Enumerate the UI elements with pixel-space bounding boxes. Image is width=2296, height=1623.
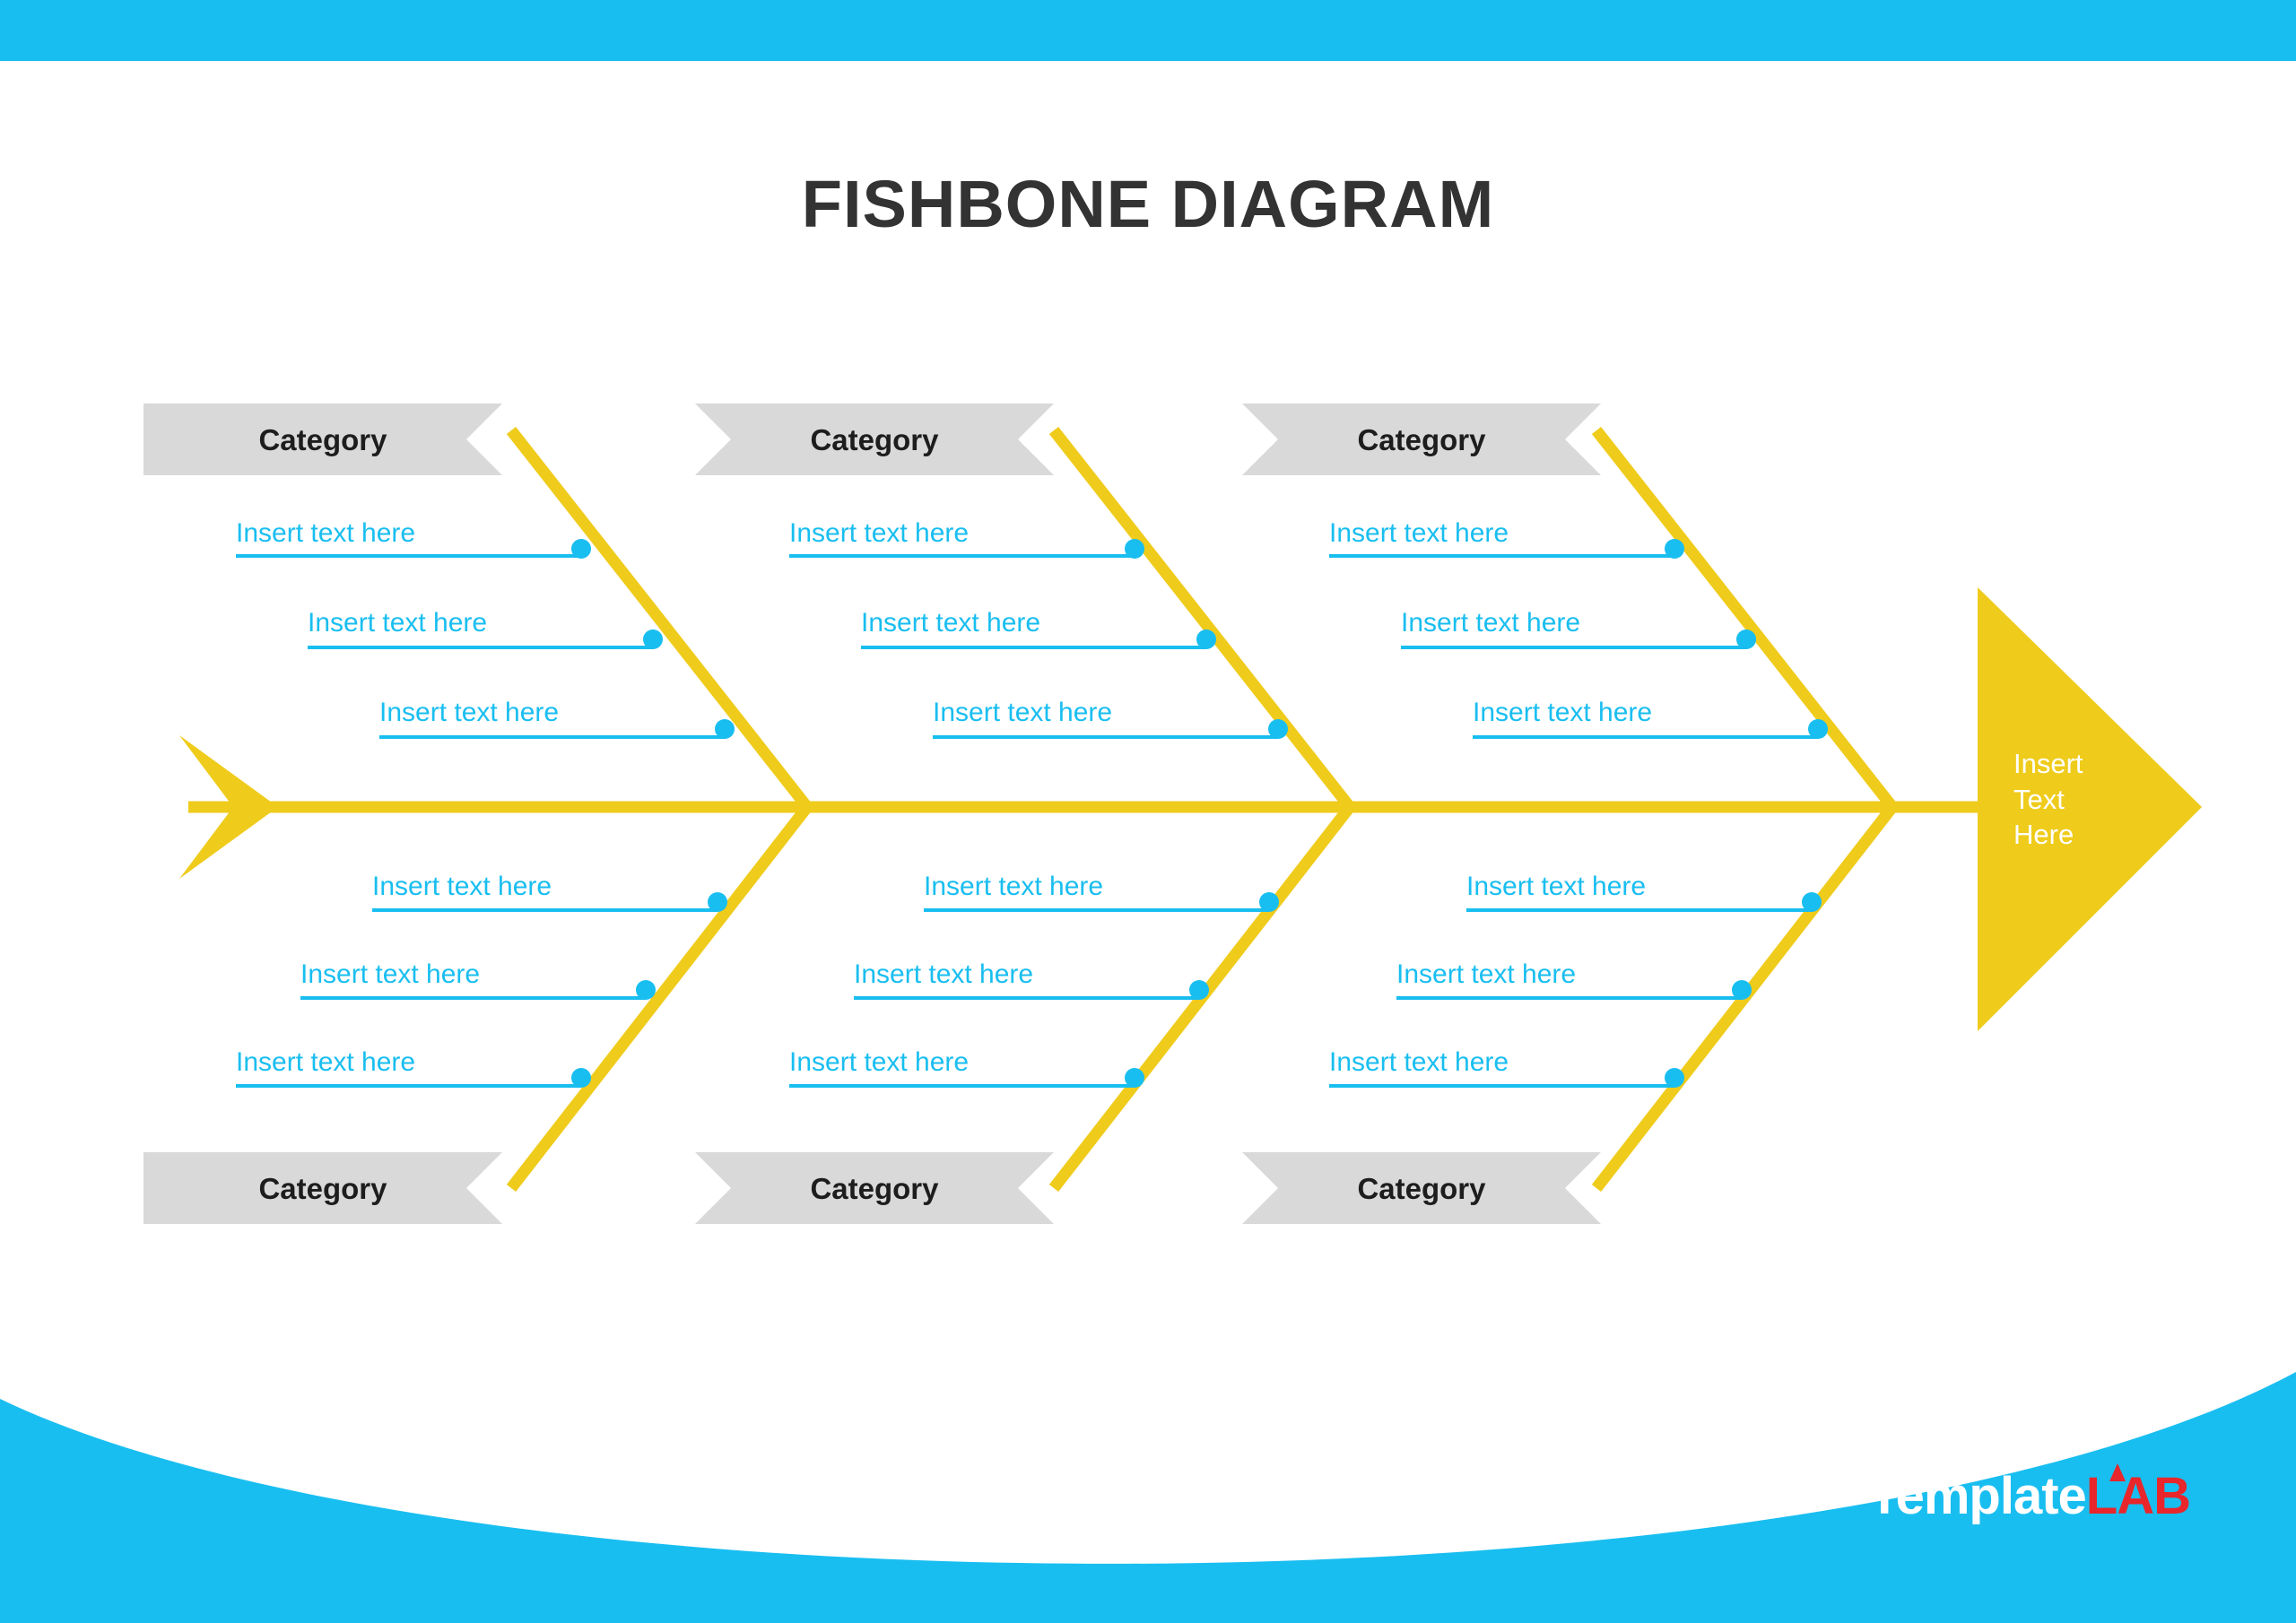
bone-text-bottom-1-3[interactable]: Insert text here: [236, 1047, 416, 1077]
head-text-block[interactable]: [2013, 746, 2175, 853]
logo-word-lab: LAB: [2085, 1467, 2190, 1525]
category-label-top-1[interactable]: Category: [258, 423, 387, 456]
bone-dot-bottom-1-1: [708, 892, 727, 912]
bone-dot-bottom-2-2: [1189, 980, 1209, 1000]
category-label-bottom-2[interactable]: Category: [810, 1172, 939, 1205]
bone-dot-bottom-3-1: [1802, 892, 1822, 912]
head-text-line-3: Here: [2013, 819, 2074, 851]
bone-dot-bottom-3-2: [1732, 980, 1752, 1000]
bone-text-bottom-3-2[interactable]: Insert text here: [1396, 959, 1577, 989]
bone-dot-top-3-2: [1736, 629, 1756, 649]
bone-dot-top-1-1: [571, 539, 591, 559]
bone-dot-bottom-3-3: [1665, 1068, 1684, 1088]
category-label-bottom-3[interactable]: Category: [1357, 1172, 1486, 1205]
rib-top-2: [1054, 430, 1350, 807]
logo-word-template: Template: [1868, 1467, 2086, 1525]
bone-text-top-2-1[interactable]: Insert text here: [789, 518, 970, 548]
logo-wordmark: [1868, 1467, 2190, 1525]
bone-text-bottom-2-1[interactable]: Insert text here: [924, 872, 1104, 901]
bone-text-top-1-2[interactable]: Insert text here: [308, 608, 488, 638]
bone-dot-top-1-2: [643, 629, 663, 649]
bone-dot-top-2-1: [1125, 539, 1144, 559]
bone-text-top-3-3[interactable]: Insert text here: [1473, 698, 1653, 727]
head-text-line-1: Insert: [2013, 748, 2083, 779]
page-title: FISHBONE DIAGRAM: [801, 167, 1495, 241]
rib-top-1: [511, 430, 807, 807]
bone-text-bottom-2-3[interactable]: Insert text here: [789, 1047, 970, 1077]
bone-text-top-2-3[interactable]: Insert text here: [933, 698, 1113, 727]
bone-text-top-1-1[interactable]: Insert text here: [236, 518, 416, 548]
category-label-bottom-1[interactable]: Category: [258, 1172, 387, 1205]
bone-text-top-3-1[interactable]: Insert text here: [1329, 518, 1509, 548]
category-label-top-3[interactable]: Category: [1357, 423, 1486, 456]
bone-dot-top-2-3: [1268, 719, 1288, 739]
bone-text-bottom-3-1[interactable]: Insert text here: [1466, 872, 1647, 901]
bone-dot-bottom-2-3: [1125, 1068, 1144, 1088]
bone-text-bottom-1-2[interactable]: Insert text here: [300, 959, 481, 989]
bone-dot-bottom-2-1: [1259, 892, 1279, 912]
bone-dot-bottom-1-2: [636, 980, 656, 1000]
category-label-top-2[interactable]: Category: [810, 423, 939, 456]
bone-text-top-1-3[interactable]: Insert text here: [379, 698, 560, 727]
bone-text-top-2-2[interactable]: Insert text here: [861, 608, 1041, 638]
logo-created-by-label: CREATED BY: [1868, 1453, 1964, 1468]
head-text-line-2: Text: [2013, 783, 2065, 815]
bone-dot-top-2-2: [1196, 629, 1216, 649]
bone-dot-top-3-3: [1808, 719, 1828, 739]
bone-text-top-3-2[interactable]: Insert text here: [1401, 608, 1581, 638]
bone-text-bottom-3-3[interactable]: Insert text here: [1329, 1047, 1509, 1077]
rib-top-3: [1596, 430, 1892, 807]
templatelab-logo: [1868, 1454, 2190, 1523]
bone-text-bottom-1-1[interactable]: Insert text here: [372, 872, 552, 901]
bone-text-bottom-2-2[interactable]: Insert text here: [854, 959, 1034, 989]
bone-dot-top-1-3: [715, 719, 735, 739]
bone-dot-bottom-1-3: [571, 1068, 591, 1088]
bone-dot-top-3-1: [1665, 539, 1684, 559]
